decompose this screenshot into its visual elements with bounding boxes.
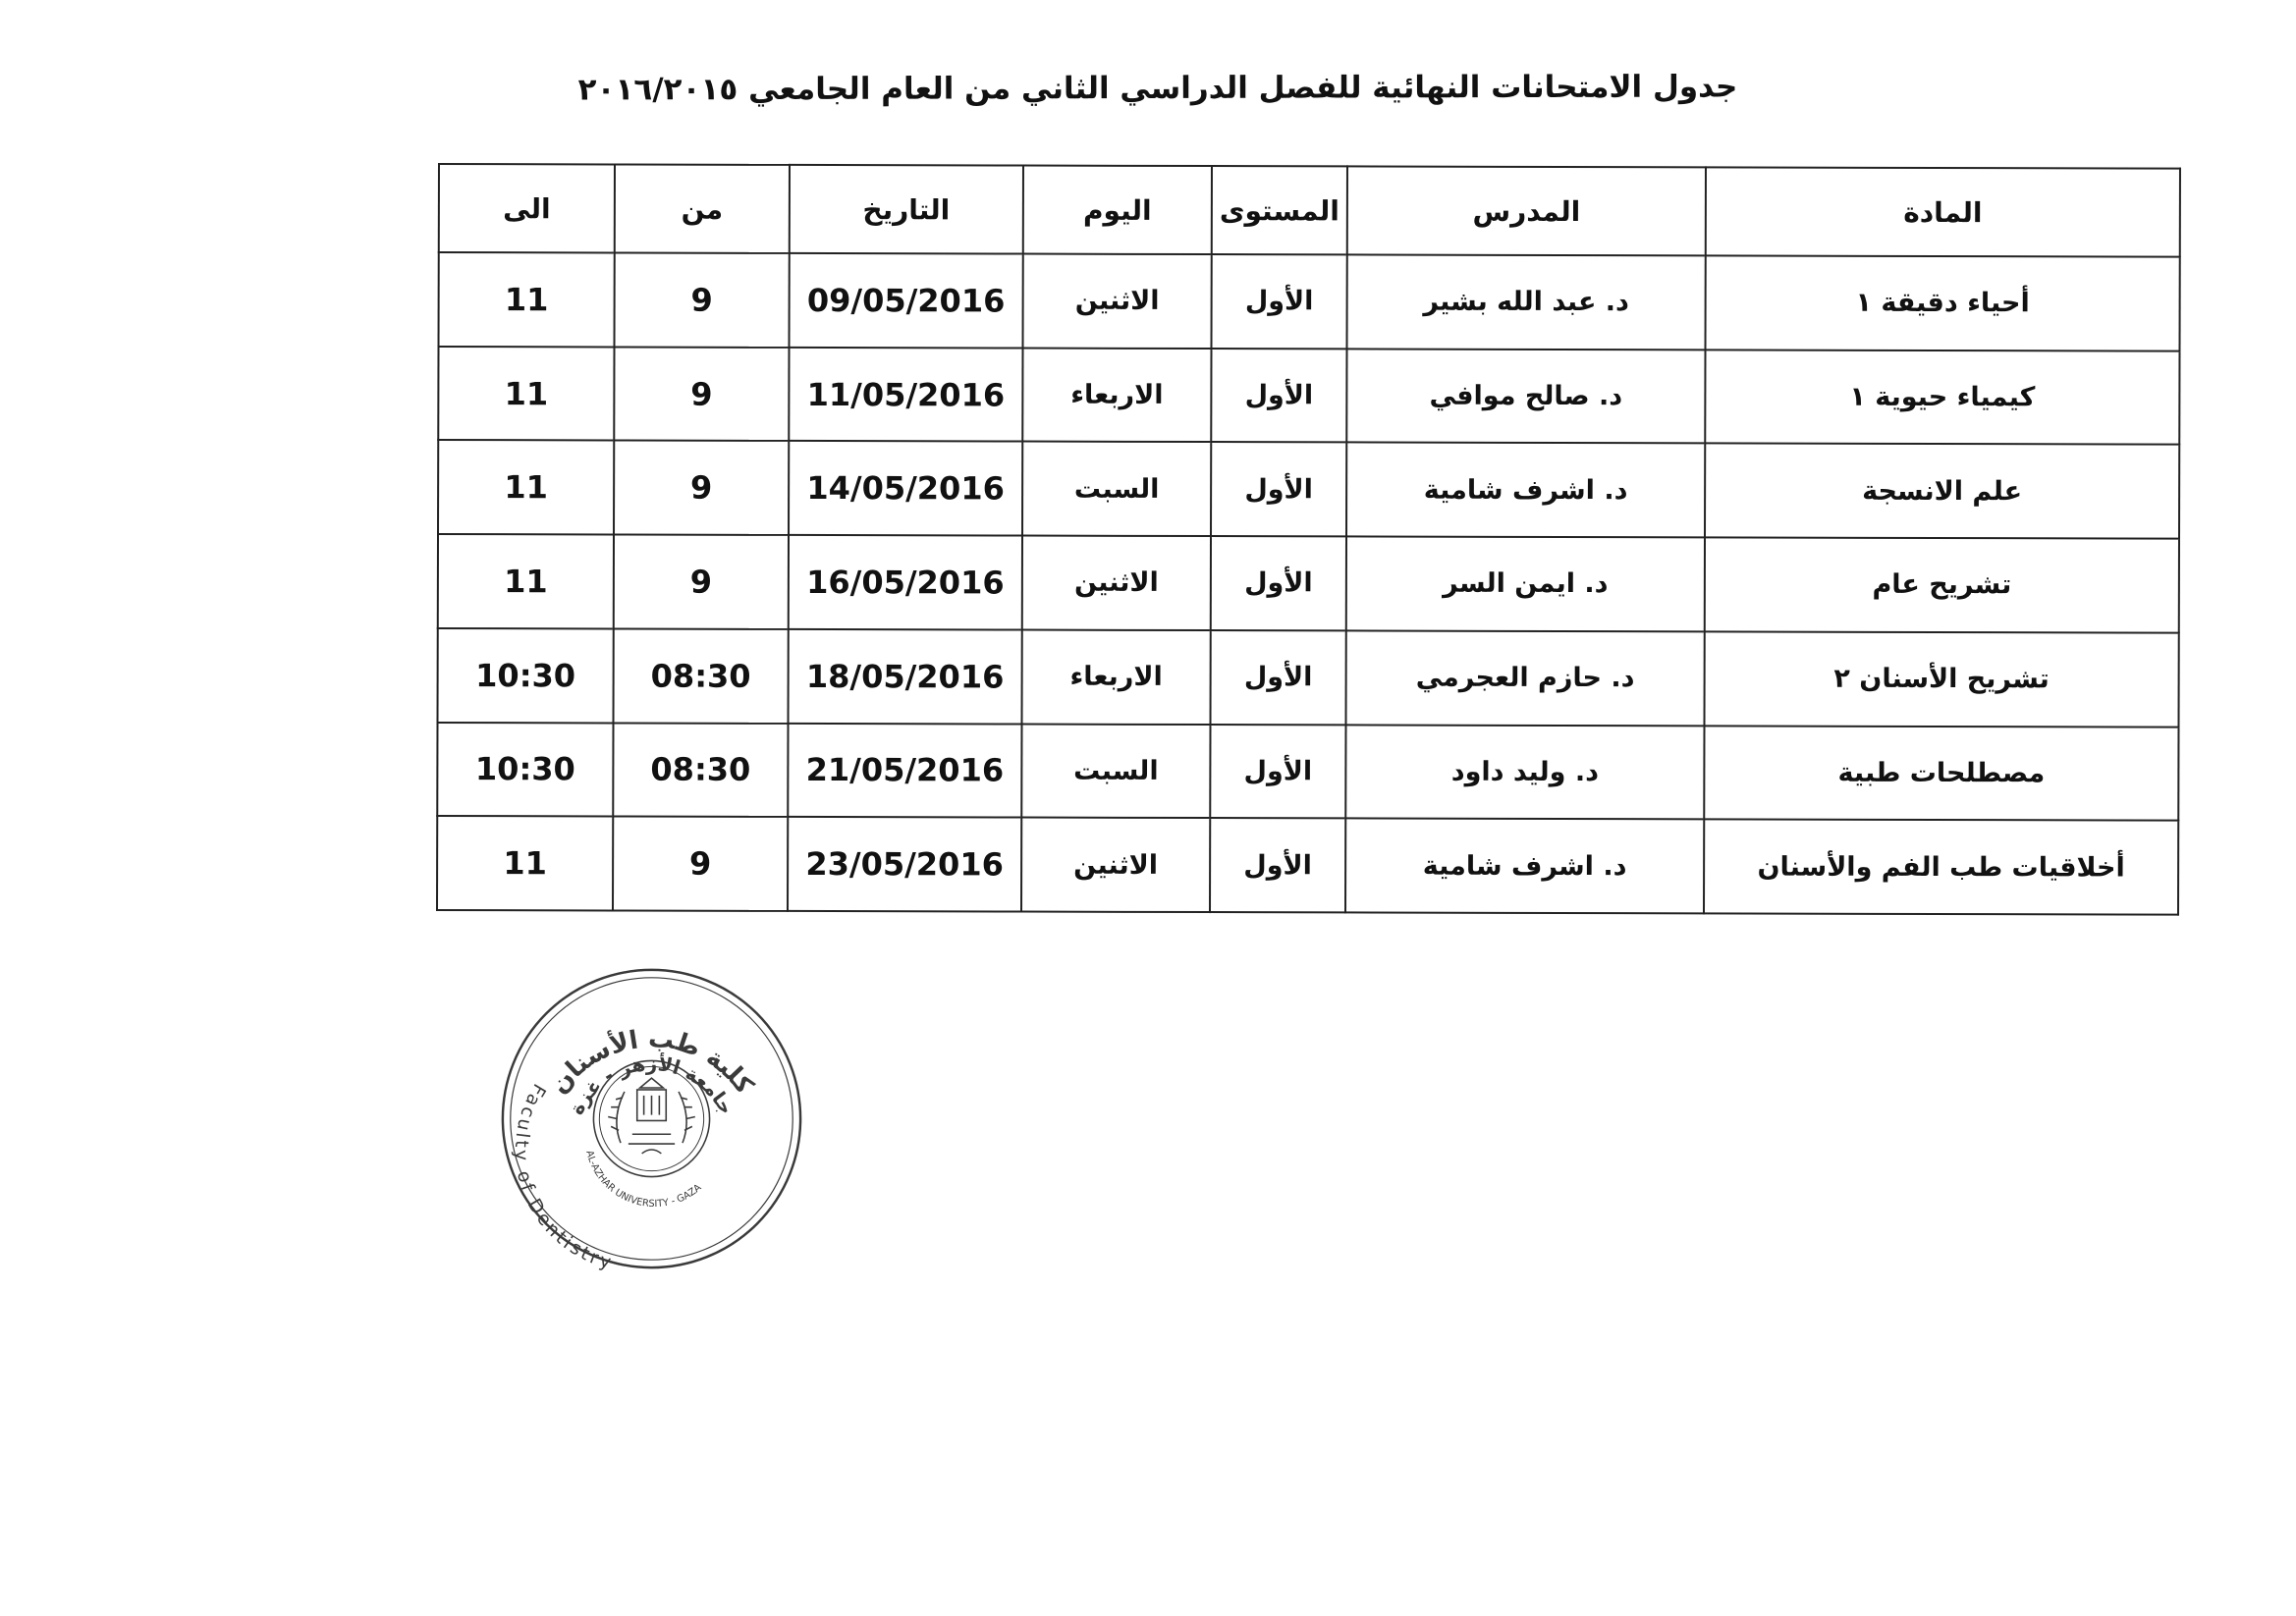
table-row [438,534,2179,632]
cell-day: الاثنين [1022,536,1211,630]
table-row [439,252,2180,350]
header-teacher: المدرس [1347,166,1706,255]
cell-teacher: د. حازم العجرمي [1346,630,1705,726]
cell-level: الأول [1210,818,1345,912]
cell-subject: تشريح عام [1705,537,2179,632]
cell-from: 9 [615,252,790,347]
cell-level: الأول [1212,254,1347,349]
cell-from: 9 [614,347,789,441]
cell-from: 9 [614,535,789,629]
exam-schedule-table-wrap [436,163,2179,916]
cell-to: 11 [438,347,614,441]
cell-day: السبت [1021,724,1210,818]
cell-date: 14/05/2016 [789,441,1022,535]
cell-level: الأول [1211,536,1346,630]
header-level: المستوى [1212,166,1347,254]
cell-to: 11 [438,534,614,628]
header-date: التاريخ [790,165,1023,254]
cell-teacher: د. اشرف شامية [1345,819,1704,914]
cell-day: الاربعاء [1022,348,1211,442]
cell-to: 10:30 [437,723,613,817]
cell-teacher: د. صالح موافي [1346,349,1705,444]
seal-emblem-icon [608,1078,695,1154]
cell-subject: مصطلحات طبية [1704,726,2178,821]
cell-date: 18/05/2016 [789,629,1022,724]
table-row [438,628,2179,727]
cell-level: الأول [1211,630,1346,725]
cell-from: 9 [613,817,788,911]
header-row [439,164,2180,257]
seal-outer-arabic: كلية طب الأسنان [544,1023,759,1100]
cell-from: 08:30 [614,628,789,723]
cell-level: الأول [1211,349,1346,443]
cell-subject: كيمياء حيوية ١ [1705,350,2179,445]
seal-inner-english: AL-AZHAR UNIVERSITY - GAZA [583,1149,704,1211]
exam-schedule-table [436,163,2181,916]
cell-teacher: د. ايمن السر [1346,537,1705,632]
table-row [438,440,2179,538]
header-to: الى [439,164,615,252]
cell-to: 11 [438,440,614,534]
cell-day: الاثنين [1023,254,1212,349]
table-row [438,347,2179,445]
table-row [437,723,2178,821]
header-day: اليوم [1023,166,1212,255]
seal-inner-arabic: جامعة الأزهر - غزة [565,1052,738,1119]
cell-date: 21/05/2016 [788,723,1021,817]
cell-to: 10:30 [438,628,614,723]
seal-icon [497,964,806,1273]
cell-day: السبت [1022,442,1211,536]
cell-date: 23/05/2016 [788,817,1021,911]
cell-subject: أحياء دقيقة ١ [1706,255,2180,350]
table-row [437,816,2178,914]
seal-outer-english: Faculty of Dentistry [510,1079,617,1273]
cell-level: الأول [1210,725,1345,819]
cell-day: الاربعاء [1022,629,1211,724]
cell-from: 08:30 [613,723,788,817]
cell-date: 11/05/2016 [789,348,1022,442]
cell-from: 9 [614,441,789,535]
cell-subject: علم الانسجة [1705,444,2179,539]
cell-subject: تشريح الأسنان ٢ [1705,631,2179,727]
page-title: جدول الامتحانات النهائية للفصل الدراسي الثاني من العام الجامعي ٢٠١٦/٢٠١٥ [577,69,1738,108]
cell-to: 11 [437,816,613,910]
cell-teacher: د. اشرف شامية [1346,443,1705,538]
header-from: من [615,164,790,252]
cell-date: 09/05/2016 [790,253,1023,348]
cell-to: 11 [439,252,615,347]
cell-day: الاثنين [1021,818,1210,912]
faculty-seal-stamp [497,964,806,1273]
header-subject: المادة [1706,167,2180,256]
cell-subject: أخلاقيات طب الفم والأسنان [1704,820,2178,915]
cell-teacher: د. عبد الله بشير [1347,254,1706,350]
cell-level: الأول [1211,442,1346,536]
cell-date: 16/05/2016 [789,535,1022,629]
cell-teacher: د. وليد داود [1345,725,1704,820]
